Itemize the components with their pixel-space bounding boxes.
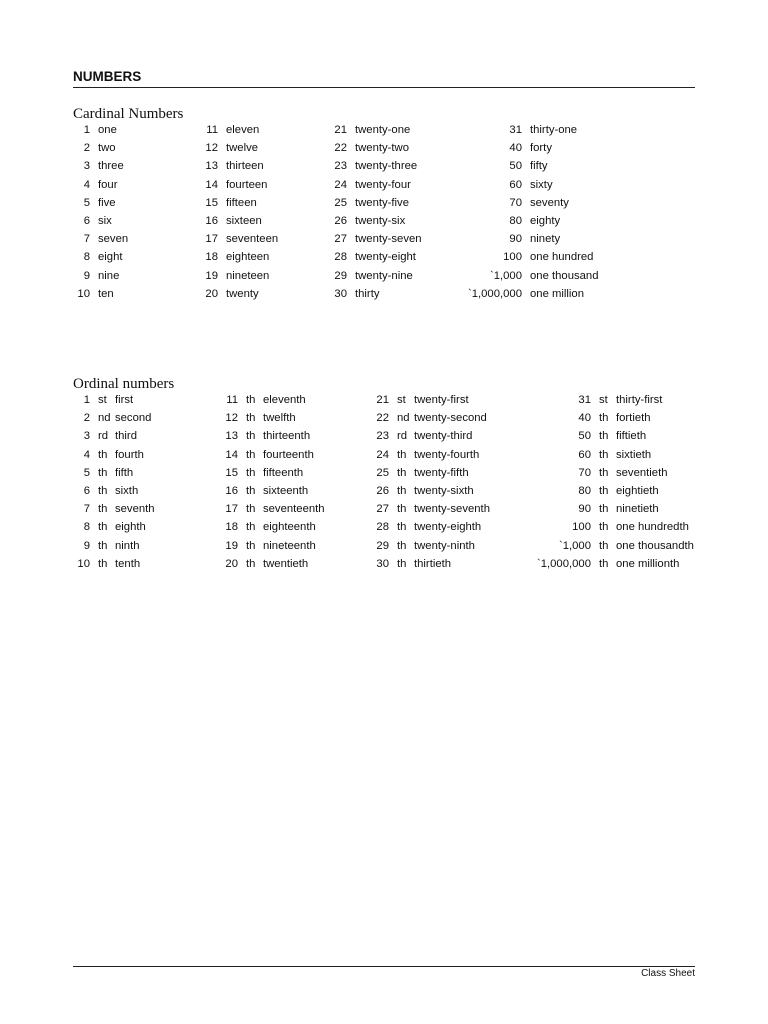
ordinal-word: tenth <box>115 557 141 570</box>
cardinal-word: twenty-eight <box>355 251 416 264</box>
ordinal-word: thirtieth <box>414 557 452 570</box>
ordinal-number: 20 <box>225 557 238 570</box>
ordinal-word: one millionth <box>616 557 680 570</box>
ordinal-suffix: th <box>246 521 256 534</box>
ordinal-number: 70 <box>578 466 591 479</box>
cardinal-number: 19 <box>205 269 218 282</box>
ordinal-number: 11 <box>226 394 238 407</box>
cardinal-word: sixteen <box>226 215 262 228</box>
ordinal-suffix: th <box>397 557 407 570</box>
ordinal-word: fourteenth <box>263 448 314 461</box>
footer-label: Class Sheet <box>641 968 695 979</box>
cardinal-row <box>73 121 695 139</box>
ordinal-number: 21 <box>376 394 389 407</box>
cardinal-number: 100 <box>503 251 522 264</box>
ordinal-suffix: th <box>98 448 108 461</box>
ordinal-word: thirteenth <box>263 430 311 443</box>
cardinal-row <box>73 248 695 266</box>
ordinal-suffix: th <box>599 430 609 443</box>
ordinal-word: twenty-first <box>414 394 469 407</box>
cardinal-word: forty <box>530 142 552 155</box>
cardinal-word: fifty <box>530 160 548 173</box>
ordinal-number: 12 <box>225 412 238 425</box>
ordinal-word: sixth <box>115 485 139 498</box>
ordinal-number: 5 <box>83 466 90 479</box>
cardinal-word: one hundred <box>530 251 594 264</box>
cardinal-word: eight <box>98 251 123 264</box>
ordinal-word: twelfth <box>263 412 296 425</box>
ordinal-suffix: st <box>98 394 107 407</box>
cardinal-number: 20 <box>205 287 218 300</box>
ordinal-word: ninetieth <box>616 503 659 516</box>
ordinal-word: eightieth <box>616 485 659 498</box>
ordinal-word: seventeenth <box>263 503 325 516</box>
ordinal-word: ninth <box>115 539 140 552</box>
ordinal-suffix: th <box>98 503 108 516</box>
ordinal-word: fourth <box>115 448 144 461</box>
ordinal-suffix: th <box>246 485 256 498</box>
ordinal-word: eighth <box>115 521 146 534</box>
ordinal-suffix: th <box>246 466 256 479</box>
ordinal-row <box>73 464 695 482</box>
ordinal-suffix: st <box>599 394 608 407</box>
cardinal-word: twenty-three <box>355 160 418 173</box>
ordinal-word: third <box>115 430 137 443</box>
ordinal-word: fortieth <box>616 412 651 425</box>
ordinal-number: 8 <box>83 521 90 534</box>
cardinal-number: 5 <box>83 196 90 209</box>
ordinal-number: 7 <box>83 503 90 516</box>
ordinal-word: sixtieth <box>616 448 652 461</box>
cardinal-number: 14 <box>205 178 218 191</box>
ordinal-number: 10 <box>77 557 90 570</box>
ordinal-number: 30 <box>376 557 389 570</box>
ordinal-number: 18 <box>225 521 238 534</box>
ordinal-number: 17 <box>225 503 238 516</box>
ordinal-word: twentieth <box>263 557 309 570</box>
ordinal-word: twenty-fourth <box>414 448 480 461</box>
ordinal-word: one hundredth <box>616 521 689 534</box>
cardinal-word: nine <box>98 269 120 282</box>
cardinal-row <box>73 176 695 194</box>
ordinal-word: seventh <box>115 503 155 516</box>
cardinal-table <box>73 121 695 303</box>
cardinal-number: 12 <box>205 142 218 155</box>
cardinal-heading: Cardinal Numbers <box>73 106 184 122</box>
cardinal-number: 16 <box>205 215 218 228</box>
ordinal-suffix: th <box>397 539 407 552</box>
ordinal-suffix: th <box>246 557 256 570</box>
cardinal-word: twenty-four <box>355 178 411 191</box>
ordinal-row <box>73 409 695 427</box>
cardinal-number: 8 <box>83 251 90 264</box>
cardinal-word: seven <box>98 233 129 246</box>
ordinal-row <box>73 500 695 518</box>
cardinal-number: 50 <box>509 160 522 173</box>
ordinal-suffix: nd <box>98 412 111 425</box>
cardinal-word: six <box>98 215 112 228</box>
ordinal-row <box>73 391 695 409</box>
ordinal-number: 15 <box>225 466 238 479</box>
cardinal-number: 22 <box>334 142 347 155</box>
ordinal-word: twenty-seventh <box>414 503 490 516</box>
cardinal-number: 3 <box>83 160 90 173</box>
cardinal-word: twenty-two <box>355 142 409 155</box>
ordinal-word: fifth <box>115 466 134 479</box>
cardinal-number: 15 <box>205 196 218 209</box>
ordinal-table <box>73 391 695 573</box>
ordinal-word: twenty-ninth <box>414 539 475 552</box>
ordinal-word: twenty-eighth <box>414 521 482 534</box>
ordinal-suffix: th <box>599 503 609 516</box>
ordinal-number: 28 <box>376 521 389 534</box>
ordinal-suffix: th <box>599 539 609 552</box>
cardinal-number: 18 <box>205 251 218 264</box>
ordinal-number: 60 <box>578 448 591 461</box>
cardinal-number: `1,000 <box>489 269 522 282</box>
ordinal-suffix: th <box>599 466 609 479</box>
cardinal-word: thirteen <box>226 160 264 173</box>
cardinal-number: 26 <box>334 215 347 228</box>
cardinal-number: 17 <box>205 233 218 246</box>
ordinal-number: 14 <box>225 448 238 461</box>
cardinal-word: seventy <box>530 196 569 209</box>
cardinal-word: thirty <box>355 287 380 300</box>
cardinal-word: eighty <box>530 215 561 228</box>
ordinal-suffix: th <box>98 539 108 552</box>
cardinal-word: thirty-one <box>530 124 578 137</box>
ordinal-word: eleventh <box>263 394 306 407</box>
ordinal-row <box>73 446 695 464</box>
ordinal-word: sixteenth <box>263 485 309 498</box>
cardinal-word: eighteen <box>226 251 270 264</box>
ordinal-suffix: th <box>397 466 407 479</box>
cardinal-number: 21 <box>334 124 347 137</box>
cardinal-word: twenty-six <box>355 215 406 228</box>
ordinal-number: 16 <box>225 485 238 498</box>
ordinal-word: twenty-sixth <box>414 485 474 498</box>
cardinal-number: 7 <box>83 233 90 246</box>
cardinal-word: seventeen <box>226 233 279 246</box>
ordinal-suffix: th <box>599 485 609 498</box>
cardinal-row <box>73 267 695 285</box>
ordinal-suffix: th <box>599 521 609 534</box>
cardinal-row <box>73 157 695 175</box>
ordinal-number: 25 <box>376 466 389 479</box>
ordinal-word: fifteenth <box>263 466 304 479</box>
ordinal-suffix: th <box>246 448 256 461</box>
footer-rule <box>73 966 695 967</box>
ordinal-number: 80 <box>578 485 591 498</box>
ordinal-number: 27 <box>376 503 389 516</box>
ordinal-number: 50 <box>578 430 591 443</box>
ordinal-suffix: th <box>98 485 108 498</box>
cardinal-row <box>73 285 695 303</box>
ordinal-suffix: th <box>246 503 256 516</box>
ordinal-suffix: st <box>397 394 406 407</box>
ordinal-suffix: th <box>246 430 256 443</box>
ordinal-suffix: th <box>599 412 609 425</box>
cardinal-number: 9 <box>83 269 90 282</box>
cardinal-number: 6 <box>83 215 90 228</box>
cardinal-word: fourteen <box>226 178 268 191</box>
cardinal-row <box>73 212 695 230</box>
ordinal-word: fiftieth <box>616 430 647 443</box>
cardinal-word: one <box>98 124 117 137</box>
cardinal-word: one million <box>530 287 585 300</box>
cardinal-number: 29 <box>334 269 347 282</box>
page-title: NUMBERS <box>73 69 142 84</box>
ordinal-suffix: th <box>397 448 407 461</box>
cardinal-number: 2 <box>83 142 90 155</box>
ordinal-row <box>73 537 695 555</box>
ordinal-number: 13 <box>225 430 238 443</box>
cardinal-word: twenty-seven <box>355 233 422 246</box>
ordinal-word: twenty-second <box>414 412 487 425</box>
ordinal-suffix: th <box>599 448 609 461</box>
cardinal-number: 11 <box>206 124 218 137</box>
cardinal-number: 10 <box>77 287 90 300</box>
cardinal-word: twenty <box>226 287 259 300</box>
ordinal-suffix: th <box>397 485 407 498</box>
cardinal-number: 24 <box>334 178 347 191</box>
ordinal-number: 23 <box>376 430 389 443</box>
ordinal-number: 1 <box>83 394 90 407</box>
cardinal-word: fifteen <box>226 196 257 209</box>
ordinal-suffix: th <box>98 466 108 479</box>
cardinal-number: 60 <box>509 178 522 191</box>
ordinal-word: seventieth <box>616 466 668 479</box>
cardinal-word: nineteen <box>226 269 270 282</box>
ordinal-number: 9 <box>83 539 90 552</box>
ordinal-suffix: th <box>246 412 256 425</box>
cardinal-row <box>73 230 695 248</box>
cardinal-row <box>73 194 695 212</box>
ordinal-number: `1,000 <box>558 539 591 552</box>
ordinal-word: twenty-third <box>414 430 473 443</box>
ordinal-number: 90 <box>578 503 591 516</box>
ordinal-row <box>73 518 695 536</box>
ordinal-number: 26 <box>376 485 389 498</box>
cardinal-word: sixty <box>530 178 553 191</box>
ordinal-number: 31 <box>578 394 591 407</box>
cardinal-row <box>73 139 695 157</box>
ordinal-heading: Ordinal numbers <box>73 376 175 392</box>
cardinal-word: ninety <box>530 233 561 246</box>
cardinal-number: 90 <box>509 233 522 246</box>
ordinal-suffix: th <box>246 539 256 552</box>
cardinal-word: one thousand <box>530 269 599 282</box>
ordinal-number: 29 <box>376 539 389 552</box>
ordinal-word: eighteenth <box>263 521 316 534</box>
ordinal-suffix: th <box>98 521 108 534</box>
cardinal-word: twenty-nine <box>355 269 413 282</box>
ordinal-number: 6 <box>83 485 90 498</box>
cardinal-word: twenty-five <box>355 196 409 209</box>
cardinal-word: eleven <box>226 124 260 137</box>
cardinal-number: 28 <box>334 251 347 264</box>
ordinal-number: 4 <box>83 448 90 461</box>
cardinal-number: 31 <box>509 124 522 137</box>
ordinal-number: `1,000,000 <box>536 557 591 570</box>
ordinal-suffix: th <box>397 503 407 516</box>
cardinal-word: three <box>98 160 124 173</box>
ordinal-word: thirty-first <box>616 394 663 407</box>
ordinal-number: 40 <box>578 412 591 425</box>
ordinal-number: 100 <box>572 521 591 534</box>
cardinal-number: 27 <box>334 233 347 246</box>
ordinal-suffix: th <box>246 394 256 407</box>
cardinal-number: 25 <box>334 196 347 209</box>
ordinal-number: 3 <box>83 430 90 443</box>
cardinal-word: five <box>98 196 116 209</box>
ordinal-word: nineteenth <box>263 539 316 552</box>
cardinal-word: twelve <box>226 142 259 155</box>
cardinal-number: 1 <box>83 124 90 137</box>
ordinal-row <box>73 555 695 573</box>
ordinal-suffix: rd <box>397 430 408 443</box>
cardinal-number: 23 <box>334 160 347 173</box>
cardinal-number: 40 <box>509 142 522 155</box>
cardinal-word: two <box>98 142 116 155</box>
ordinal-number: 22 <box>376 412 389 425</box>
ordinal-word: second <box>115 412 152 425</box>
ordinal-number: 2 <box>83 412 90 425</box>
ordinal-number: 19 <box>225 539 238 552</box>
cardinal-word: ten <box>98 287 114 300</box>
cardinal-word: twenty-one <box>355 124 411 137</box>
ordinal-suffix: th <box>98 557 108 570</box>
ordinal-word: twenty-fifth <box>414 466 469 479</box>
ordinal-word: one thousandth <box>616 539 694 552</box>
cardinal-number: 70 <box>509 196 522 209</box>
cardinal-number: 30 <box>334 287 347 300</box>
ordinal-suffix: rd <box>98 430 109 443</box>
ordinal-row <box>73 427 695 445</box>
ordinal-word: first <box>115 394 134 407</box>
ordinal-row <box>73 482 695 500</box>
ordinal-suffix: th <box>599 557 609 570</box>
cardinal-number: 13 <box>205 160 218 173</box>
ordinal-number: 24 <box>376 448 389 461</box>
ordinal-suffix: th <box>397 521 407 534</box>
title-rule <box>73 87 695 88</box>
cardinal-number: 80 <box>509 215 522 228</box>
cardinal-number: 4 <box>83 178 90 191</box>
ordinal-suffix: nd <box>397 412 410 425</box>
cardinal-word: four <box>98 178 118 191</box>
cardinal-number: `1,000,000 <box>467 287 522 300</box>
